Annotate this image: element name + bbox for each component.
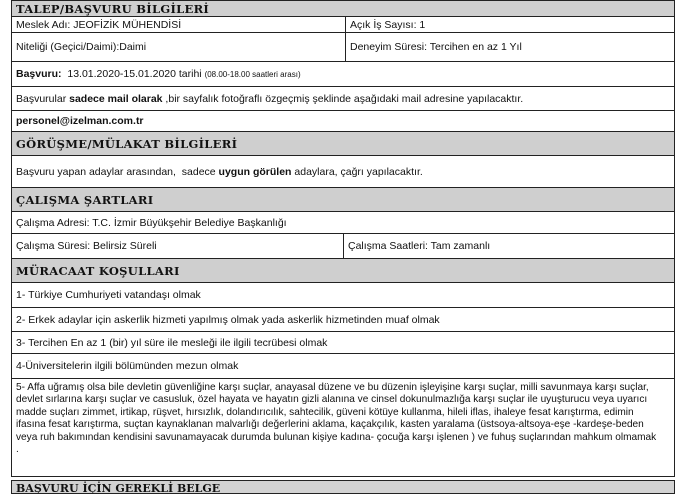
work-duration-row <box>11 234 675 259</box>
hours-cell <box>344 234 674 258</box>
work-address-row <box>11 212 675 234</box>
section-header-requirements <box>11 259 675 283</box>
requirement-item-criminal-record <box>11 379 675 477</box>
date-value: 13.01.2020-15.01.2020 tarihi <box>67 68 202 80</box>
job-posting-form <box>11 0 677 493</box>
section-title: BAŞVURU İÇİN GEREKLİ BELGE <box>16 482 221 494</box>
profession-cell <box>12 17 346 32</box>
duration-text: Çalışma Süresi: Belirsiz Süreli <box>16 240 157 252</box>
requirement-text: 1- Türkiye Cumhuriyeti vatandaşı olmak <box>16 289 201 301</box>
requirement-text: 3- Tercihen En az 1 (bir) yıl süre ile mesleği ile ilgili tecrübesi olmak <box>16 336 328 349</box>
experience-text: Deneyim Süresi: Tercihen en az 1 Yıl <box>350 41 522 53</box>
interview-bold: uygun görülen <box>218 165 292 178</box>
requirement-line: 5- Affa uğramış olsa bile devletin güvenliğine karşı suçlar, anayasal düzene ve bu düzenin işleyişine karşı suçlar, milli savunmaya karşı suçlar, <box>16 382 649 393</box>
section-title: MÜRACAAT KOŞULLARI <box>16 263 180 278</box>
note-post: ,bir sayfalık fotoğraflı özgeçmiş şeklinde aşağıdaki mail adresine yapılacaktır. <box>162 92 524 105</box>
type-text: Niteliği (Geçici/Daimi):Daimi <box>16 41 147 53</box>
section-header-conditions <box>11 188 675 212</box>
interview-post: adaylara, çağrı yapılacaktır. <box>291 165 423 178</box>
requirement-line: . <box>16 444 19 456</box>
email-row <box>11 111 675 132</box>
requirement-line: madde suçları zimmet, irtikap, rüşvet, hırsızlık, dolandırıcılık, sahtecilik, güveni kötüye kullanma, hileli iflas, ihaleye fesat karıştırma, edimin <box>16 406 634 418</box>
requirement-item <box>11 308 675 332</box>
section-title: TALEP/BAŞVURU BİLGİLERİ <box>16 1 210 16</box>
work-address-text: Çalışma Adresi: T.C. İzmir Büyükşehir Belediye Başkanlığı <box>16 216 287 229</box>
hours-text: Çalışma Saatleri: Tam zamanlı <box>348 240 491 252</box>
note-bold: sadece mail olarak <box>69 92 163 105</box>
interview-text-row <box>11 156 675 188</box>
requirement-line: devlet sırlarına karşı suçlar ve casusluk, özel hayata ve hayatın gizli alanına ve cinsel dokunulmazlığa karşı suçlar ile uyuşturucu veya uyarıcı <box>16 394 648 406</box>
requirement-text: 2- Erkek adaylar için askerlik hizmeti yapılmış olmak yada askerlik hizmetinden muaf olmak <box>16 313 440 326</box>
type-row <box>11 33 675 62</box>
openings-text: Açık İş Sayısı: 1 <box>350 18 426 31</box>
note-pre: Başvurular <box>16 92 70 105</box>
duration-cell <box>12 234 344 258</box>
experience-cell <box>346 33 674 61</box>
section-header-application <box>11 0 675 17</box>
requirement-item <box>11 283 675 308</box>
application-date-row <box>11 62 675 87</box>
section-header-interview <box>11 132 675 156</box>
profession-text: Meslek Adı: JEOFİZİK MÜHENDİSİ <box>16 18 182 31</box>
date-hours: (08.00-18.00 saatleri arası) <box>204 69 301 79</box>
requirement-item <box>11 332 675 354</box>
application-note-row <box>11 87 675 111</box>
section-header-documents <box>11 480 675 494</box>
interview-pre: Başvuru yapan adaylar arasından, sadece <box>16 165 219 178</box>
requirement-text: 4-Üniversitelerin ilgili bölümünden mezun olmak <box>16 360 239 372</box>
section-title: GÖRÜŞME/MÜLAKAT BİLGİLERİ <box>16 136 238 151</box>
email-address: personel@izelman.com.tr <box>16 115 144 127</box>
requirement-line: veya ruh bakımından kendisini savunamayacak durumda bulunan kişiye kadına- çocuğa karşı işlenen ) ve fuhuş suçlarından mahkum olmamak <box>16 431 657 443</box>
requirement-item <box>11 354 675 379</box>
requirement-line: ifasına fesat karıştırma, suçtan kaynaklanan malvarlığı değerlerini aklama, kaçakçılık, kasten yaralama (üstsoya-altsoya-eşe -kardeşe-beden <box>16 419 644 431</box>
openings-cell <box>346 17 674 32</box>
section-title: ÇALIŞMA ŞARTLARI <box>16 192 154 207</box>
type-cell <box>12 33 346 61</box>
profession-row <box>11 17 675 33</box>
date-label: Başvuru: <box>16 68 62 80</box>
